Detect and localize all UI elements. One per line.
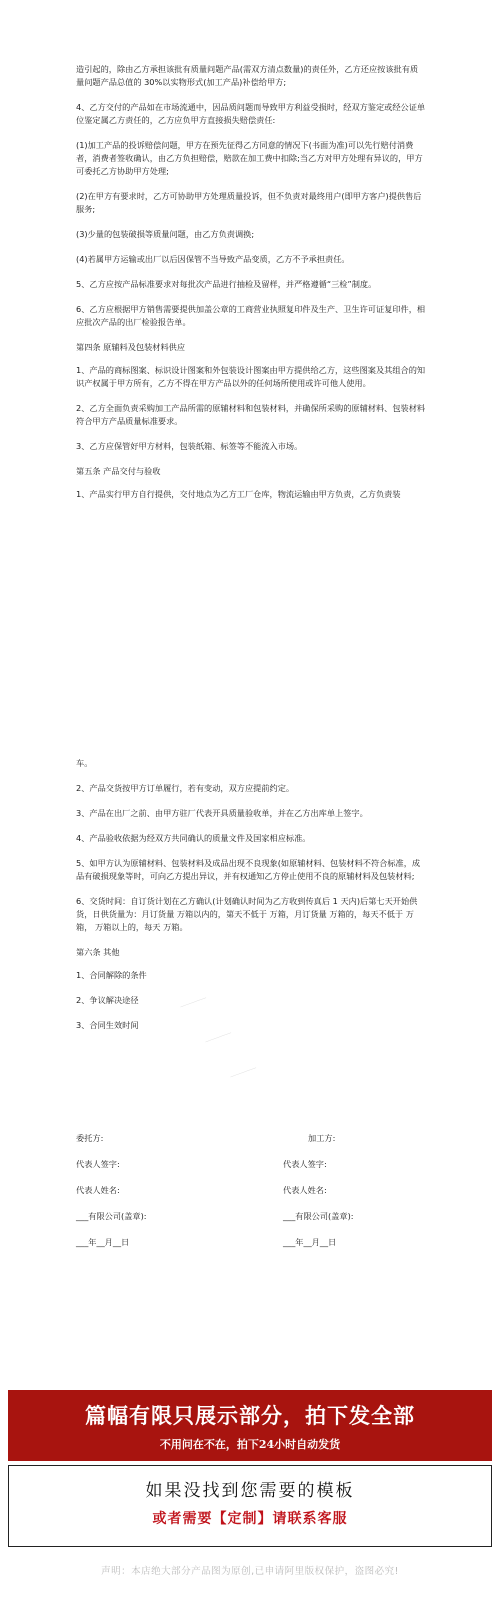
promo-banner: [8, 1390, 492, 1461]
paragraph: 6、乙方应根据甲方销售需要提供加盖公章的工商营业执照复印件及生产、卫生许可证复印件，相应批次产品的出厂检验报告单。: [76, 304, 426, 327]
paragraph: 2、乙方全面负责采购加工产品所需的原辅材料和包装材料，并确保所采购的原辅材料、包装材料符合甲方产品质量标准要求。: [76, 403, 426, 426]
contract-text-top: [76, 63, 426, 513]
box-line-2: 或者需要【定制】请联系客服: [152, 1511, 348, 1527]
paragraph: 4、产品验收依据为经双方共同确认的质量文件及国家相应标准。: [76, 833, 311, 843]
promo-subline: 不用问在不在，拍下24小时自动发货: [159, 1438, 341, 1451]
paragraph: 5、乙方应按产品标准要求对每批次产品进行抽检及留样，并严格遵循“三检”制度。: [76, 279, 377, 289]
contract-text-bottom: [76, 757, 426, 1044]
paragraph: (1)加工产品的投诉赔偿问题，甲方在预先征得乙方同意的情况下(书面为准)可以先行赔付消费者，消费者签收确认，由乙方负担赔偿，赔款在加工费中扣除;当乙方对甲方处理有异议的，甲方可委托乙方协助甲方处理;: [76, 140, 423, 176]
paragraph: 3、合同生效时间: [76, 1020, 139, 1030]
paragraph: 3、产品在出厂之前、由甲方驻厂代表开具质量验收单，并在乙方出库单上签字。: [76, 808, 368, 818]
watermark-stroke: ─────────: [229, 1065, 258, 1081]
signature-label-left: 代表人签字:: [76, 1159, 120, 1169]
watermark-stroke: ─────────: [204, 1030, 233, 1046]
paragraph: 5、如甲方认为原辅材料、包装材料及成品出现不良现象(如原辅材料、包装材料不符合标准，成品有破损现象等时，可向乙方提出异议，并有权通知乙方停止使用不良的原辅材料及包装材料;: [76, 858, 421, 881]
promo-headline: 篇幅有限只展示部分，拍下发全部: [85, 1403, 415, 1428]
signature-row: [76, 1237, 376, 1263]
paragraph: (3)少量的包装破损等质量问题，由乙方负责调换;: [76, 229, 255, 239]
paragraph: 造引起的，除由乙方承担该批有质量问题产品(需双方清点数量)的责任外，乙方还应按该批有质量问题产品总值的 30%以实物形式(加工产品)补偿给甲方;: [76, 64, 419, 87]
signature-label-right: 代表人姓名:: [283, 1185, 327, 1195]
box-line-1: 如果没找到您需要的模板: [145, 1481, 355, 1501]
section-heading: 第四条 原辅料及包装材料供应: [76, 342, 186, 352]
signature-label-left: 委托方:: [76, 1133, 104, 1143]
signature-row: [76, 1159, 376, 1185]
custom-template-box: [8, 1465, 492, 1547]
signature-label-left: ___有限公司(盖章):: [76, 1211, 147, 1221]
signature-block: [76, 1133, 376, 1263]
signature-row: [76, 1211, 376, 1237]
paragraph: 1、产品的商标图案、标识设计图案和外包装设计图案由甲方提供给乙方，这些图案及其组合的知识产权属于甲方所有，乙方不得在甲方产品以外的任何场所使用或许可他人使用。: [76, 365, 426, 388]
paragraph: 车。: [76, 758, 93, 768]
signature-row: [76, 1185, 376, 1211]
signature-label-left: 代表人姓名:: [76, 1185, 120, 1195]
paragraph: (4)若属甲方运输或出厂以后因保管不当导致产品变质，乙方不予承担责任。: [76, 254, 350, 264]
signature-label-right: ___有限公司(盖章):: [283, 1211, 354, 1221]
paragraph: 1、合同解除的条件: [76, 970, 147, 980]
signature-label-left: ___年__月__日: [76, 1237, 130, 1247]
copyright-notice: 声明：本店绝大部分产品图为原创,已申请阿里版权保护，盗图必究!: [101, 1566, 399, 1577]
signature-label-right: 加工方:: [308, 1133, 336, 1143]
paragraph: (2)在甲方有要求时，乙方可协助甲方处理质量投诉，但不负责对最终用户(即甲方客户)提供售后服务;: [76, 191, 422, 214]
signature-row: [76, 1133, 376, 1159]
watermark-stroke: ─────────: [179, 995, 208, 1011]
paragraph: 4、乙方交付的产品如在市场流通中，因品质问题而导致甲方利益受损时，经双方鉴定或经公证单位鉴定属乙方责任的，乙方应负甲方直接损失赔偿责任:: [76, 102, 426, 125]
paragraph: 3、乙方应保管好甲方材料，包装纸箱、标签等不能流入市场。: [76, 441, 303, 451]
section-heading: 第五条 产品交付与验收: [76, 466, 161, 476]
paragraph: 6、交货时间：自订货计划在乙方确认(计划确认时间为乙方收到传真后 1 天内)后第七天开始供货，日供货量为：月订货量 万箱以内的，第天不低于 万箱，月订货量 万箱的，每天不低于 万箱， 万箱以上的，每天 万箱。: [76, 896, 418, 932]
section-heading: 第六条 其他: [76, 947, 120, 957]
paragraph: 2、争议解决途径: [76, 995, 139, 1005]
paragraph: 2、产品交货按甲方订单履行，若有变动，双方应提前约定。: [76, 783, 295, 793]
signature-label-right: ___年__月__日: [283, 1237, 337, 1247]
paragraph: 1、产品实行甲方自行提供，交付地点为乙方工厂仓库，物流运输由甲方负责，乙方负责装: [76, 489, 401, 499]
signature-label-right: 代表人签字:: [283, 1159, 327, 1169]
